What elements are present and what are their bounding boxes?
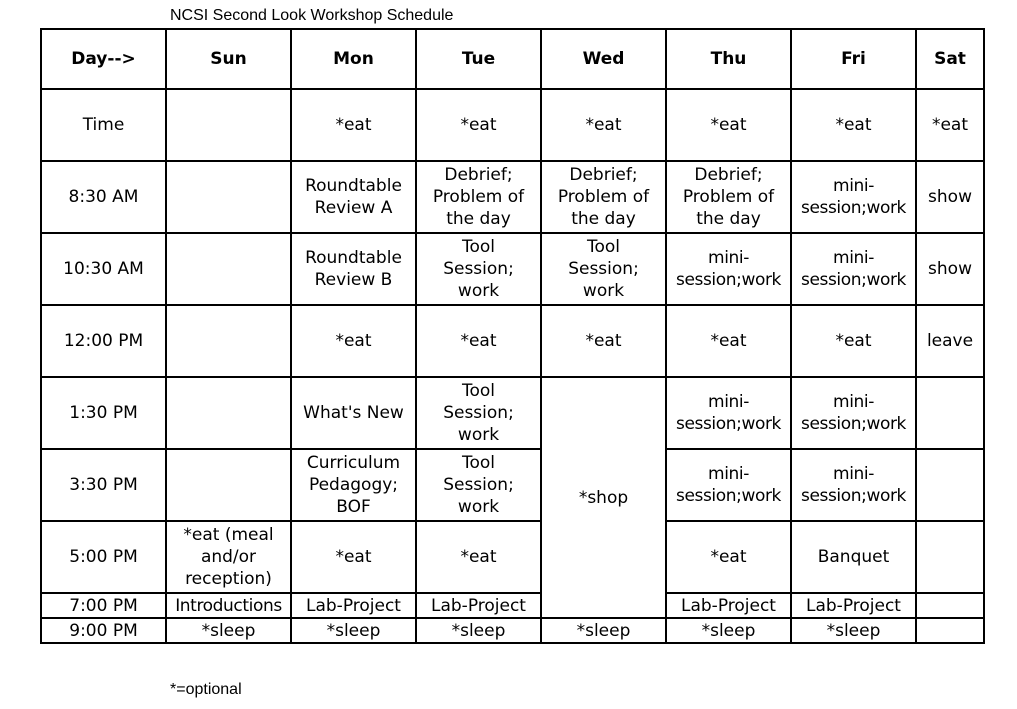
cell-thu: *eat (666, 305, 791, 377)
cell-fri: Banquet (791, 521, 916, 593)
cell-thu: mini- session;work (666, 449, 791, 521)
cell-sat (916, 449, 984, 521)
cell-sun (166, 233, 291, 305)
day-header-thu: Thu (666, 29, 791, 89)
cell-sun: *eat (meal and/or reception) (166, 521, 291, 593)
time-label: 10:30 AM (41, 233, 166, 305)
cell-sun (166, 161, 291, 233)
time-label: 8:30 AM (41, 161, 166, 233)
table-row-0830 (41, 161, 984, 233)
time-label: Time (41, 89, 166, 161)
cell-wed: Tool Session; work (541, 233, 666, 305)
cell-mon: What's New (291, 377, 416, 449)
day-header-wed: Wed (541, 29, 666, 89)
cell-sun (166, 305, 291, 377)
cell-fri: *eat (791, 305, 916, 377)
day-header-sun[interactable]: Sun (166, 29, 291, 89)
corner-header: Day--> (41, 29, 166, 89)
cell-thu: *eat (666, 521, 791, 593)
cell-tue: *eat (416, 521, 541, 593)
day-header-mon: Mon (291, 29, 416, 89)
schedule-title: NCSI Second Look Workshop Schedule (170, 7, 454, 24)
day-header-fri: Fri (791, 29, 916, 89)
cell-mon: Roundtable Review A (291, 161, 416, 233)
cell-sat (916, 521, 984, 593)
cell-mon: *eat (291, 521, 416, 593)
cell-tue: *eat (416, 305, 541, 377)
header-row (41, 29, 984, 89)
cell-fri: *eat (791, 89, 916, 161)
cell-sat: show (916, 161, 984, 233)
table-row-1030 (41, 233, 984, 305)
cell-thu: Lab-Project (666, 593, 791, 618)
cell-tue: Tool Session; work (416, 377, 541, 449)
cell-sun (166, 89, 291, 161)
optional-footnote: *=optional (170, 681, 242, 698)
cell-sun: *sleep (166, 618, 291, 643)
cell-tue: Tool Session; work (416, 449, 541, 521)
table-row-time (41, 89, 984, 161)
table-row-1700 (41, 521, 984, 593)
table-row-1900 (41, 593, 984, 618)
cell-sun (166, 449, 291, 521)
day-header-tue: Tue (416, 29, 541, 89)
cell-sat (916, 377, 984, 449)
cell-thu: mini- session;work (666, 377, 791, 449)
cell-mon: *eat (291, 89, 416, 161)
time-label: 5:00 PM (41, 521, 166, 593)
cell-thu: mini- session;work (666, 233, 791, 305)
cell-fri: mini- session;work (791, 449, 916, 521)
cell-tue: Lab-Project (416, 593, 541, 618)
cell-sat (916, 618, 984, 643)
cell-fri: mini- session;work (791, 161, 916, 233)
cell-wed: *eat (541, 89, 666, 161)
table-row-2100 (41, 618, 984, 643)
table-row-1200 (41, 305, 984, 377)
time-label: 3:30 PM (41, 449, 166, 521)
cell-mon: *sleep (291, 618, 416, 643)
schedule-table (40, 28, 985, 644)
cell-wed: *sleep (541, 618, 666, 643)
cell-fri: *sleep (791, 618, 916, 643)
cell-wed: *eat (541, 305, 666, 377)
cell-fri: mini- session;work (791, 233, 916, 305)
cell-sat (916, 593, 984, 618)
cell-fri: mini- session;work (791, 377, 916, 449)
time-label: 1:30 PM (41, 377, 166, 449)
cell-mon: Curriculum Pedagogy; BOF (291, 449, 416, 521)
cell-mon: Roundtable Review B (291, 233, 416, 305)
cell-fri: Lab-Project (791, 593, 916, 618)
cell-sat: leave (916, 305, 984, 377)
cell-wed: Debrief; Problem of the day (541, 161, 666, 233)
cell-mon: Lab-Project (291, 593, 416, 618)
cell-wed-shop: *shop (541, 377, 666, 618)
time-label: 9:00 PM (41, 618, 166, 643)
cell-sun: Introductions (166, 593, 291, 618)
cell-tue: Debrief; Problem of the day (416, 161, 541, 233)
cell-mon: *eat (291, 305, 416, 377)
cell-thu: *eat (666, 89, 791, 161)
cell-tue: *sleep (416, 618, 541, 643)
cell-thu: *sleep (666, 618, 791, 643)
cell-sat: *eat (916, 89, 984, 161)
table-row-1530 (41, 449, 984, 521)
time-label: 7:00 PM (41, 593, 166, 618)
cell-tue: *eat (416, 89, 541, 161)
day-header-sat: Sat (916, 29, 984, 89)
cell-sun (166, 377, 291, 449)
time-label: 12:00 PM (41, 305, 166, 377)
cell-sat: show (916, 233, 984, 305)
table-row-1330 (41, 377, 984, 449)
cell-thu: Debrief; Problem of the day (666, 161, 791, 233)
cell-tue: Tool Session; work (416, 233, 541, 305)
